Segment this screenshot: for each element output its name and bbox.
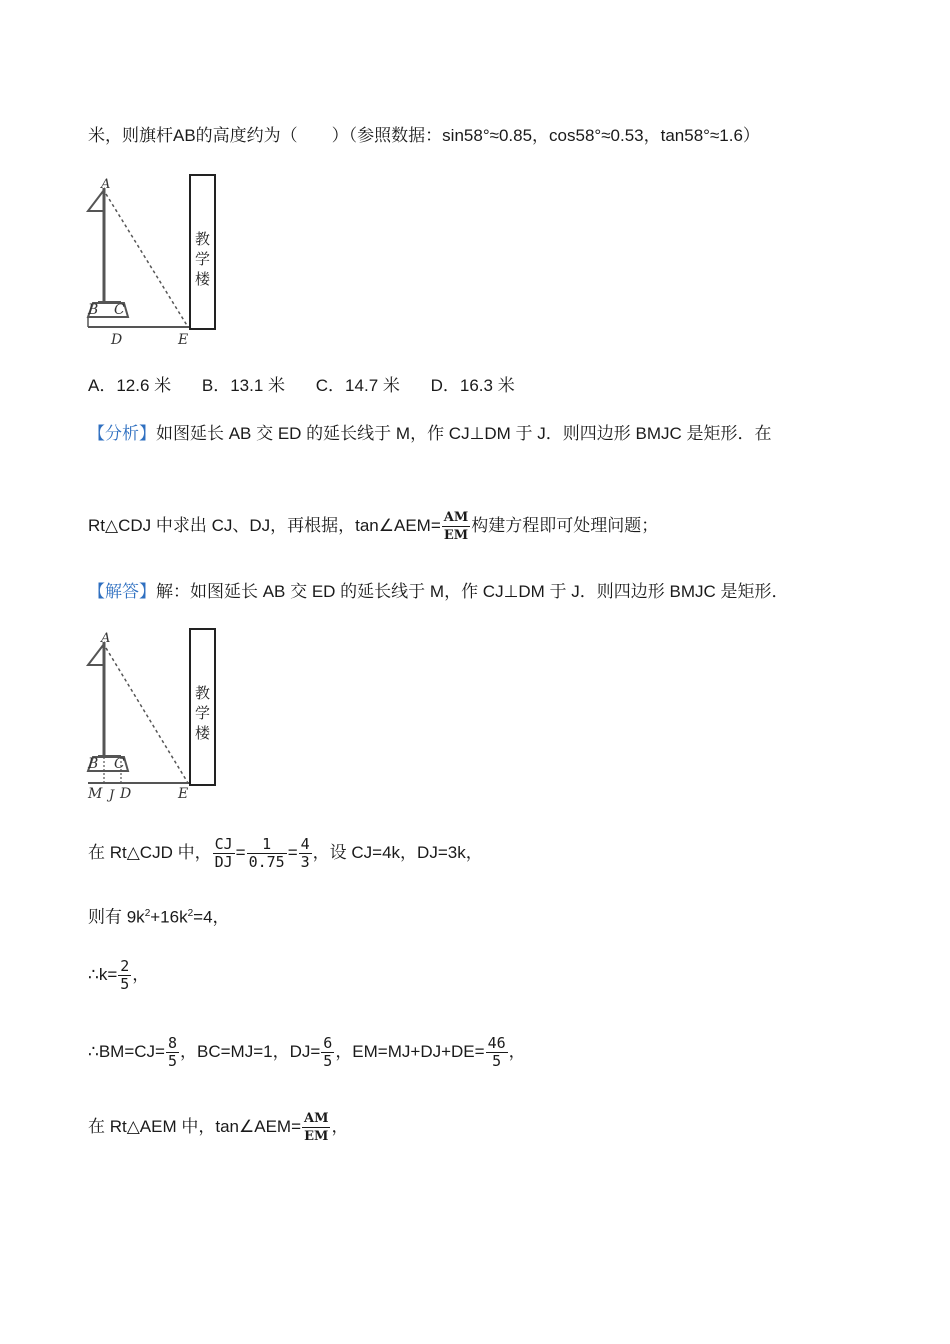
option-b[interactable]: B．13.1 米 bbox=[201, 376, 286, 395]
question-text: 米，则旗杆AB的高度约为（ ）（参照数据：sin58°≈0.85，cos58°≈0.53，tan58°≈1.6） bbox=[88, 126, 760, 145]
frac-den: EM bbox=[304, 1129, 329, 1144]
frac-den: 5 bbox=[492, 1052, 502, 1070]
analysis-text-1: 如图延长 AB 交 ED 的延长线于 M，作 CJ⊥DM 于 J．则四边形 BMJC 是矩形．在 bbox=[156, 424, 772, 443]
frac-num: AM bbox=[443, 510, 469, 525]
exponent: 2 bbox=[187, 908, 194, 919]
step-3 bbox=[88, 958, 149, 993]
step4-b: ，BC=MJ=1，DJ= bbox=[179, 1041, 321, 1061]
label-A: A bbox=[101, 631, 111, 646]
solution-tag: 【解答】 bbox=[88, 582, 156, 601]
frac-den: 5 bbox=[120, 975, 130, 993]
building-char-3: 楼 bbox=[194, 724, 211, 742]
label-A: A bbox=[101, 177, 111, 192]
flag-shape bbox=[88, 190, 104, 211]
step3-pre: ∴k= bbox=[88, 964, 118, 984]
label-J: J bbox=[109, 788, 115, 803]
step-1 bbox=[88, 836, 483, 871]
frac-num: CJ bbox=[214, 835, 233, 853]
equals: = bbox=[287, 842, 298, 862]
analysis-text-2a: Rt△CDJ 中求出 CJ、DJ，再根据，tan∠AEM= bbox=[88, 515, 441, 535]
analysis-text-2b: 构建方程即可处理问题； bbox=[471, 515, 659, 535]
frac-num: 6 bbox=[323, 1034, 333, 1052]
step-4 bbox=[88, 1035, 526, 1070]
step1-pre: 在 Rt△CJD 中， bbox=[88, 842, 212, 862]
building-char-3: 楼 bbox=[194, 270, 211, 288]
label-M: M bbox=[88, 786, 103, 802]
building-char-1: 教 bbox=[194, 684, 211, 702]
fraction-4-3 bbox=[299, 836, 312, 871]
label-D: D bbox=[120, 786, 132, 802]
fraction-6-5 bbox=[321, 1035, 334, 1070]
option-c[interactable]: C．14.7 米 bbox=[315, 376, 400, 395]
frac-den: 5 bbox=[167, 1052, 177, 1070]
figure-flagpole-2 bbox=[84, 626, 244, 806]
fraction-1-075 bbox=[247, 836, 287, 871]
frac-num: 8 bbox=[167, 1034, 177, 1052]
step5-pre: 在 Rt△AEM 中，tan∠AEM= bbox=[88, 1116, 301, 1136]
building-char-2: 学 bbox=[194, 250, 211, 268]
step5-post: ， bbox=[331, 1116, 349, 1136]
building-char-2: 学 bbox=[194, 704, 211, 722]
fraction-8-5 bbox=[166, 1035, 179, 1070]
label-D: D bbox=[111, 332, 123, 348]
step4-d: ， bbox=[508, 1041, 526, 1061]
label-E: E bbox=[178, 332, 189, 348]
solution-line-1 bbox=[88, 580, 789, 604]
option-d[interactable]: D．16.3 米 bbox=[430, 376, 515, 395]
building-char-1: 教 bbox=[194, 230, 211, 248]
exponent: 2 bbox=[144, 908, 151, 919]
frac-num: 2 bbox=[120, 957, 130, 975]
analysis-tag: 【分析】 bbox=[88, 424, 156, 443]
step1-post: ，设 CJ=4k，DJ=3k， bbox=[312, 842, 483, 862]
frac-num: AM bbox=[304, 1111, 329, 1126]
step4-c: ，EM=MJ+DJ+DE= bbox=[335, 1041, 485, 1061]
figure-flagpole-1 bbox=[84, 172, 244, 352]
fraction-2-5 bbox=[118, 958, 131, 993]
equals: = bbox=[235, 842, 246, 862]
frac-den: 0.75 bbox=[248, 853, 285, 871]
step-2 bbox=[88, 902, 230, 930]
label-C: C bbox=[114, 756, 125, 772]
solution-text-1: 解：如图延长 AB 交 ED 的延长线于 M，作 CJ⊥DM 于 J．则四边形 BMJC 是矩形． bbox=[156, 582, 789, 601]
fraction-46-5 bbox=[486, 1035, 508, 1070]
step-5 bbox=[88, 1110, 348, 1145]
analysis-line-2 bbox=[88, 509, 658, 544]
label-C: C bbox=[114, 302, 125, 318]
label-E: E bbox=[178, 786, 189, 802]
fraction-am-em bbox=[442, 509, 470, 544]
option-a[interactable]: A．12.6 米 bbox=[88, 376, 172, 395]
label-B: B bbox=[88, 756, 99, 772]
answer-options bbox=[88, 374, 541, 398]
step4-a: ∴BM=CJ= bbox=[88, 1041, 165, 1061]
frac-den: 5 bbox=[323, 1052, 333, 1070]
frac-num: 46 bbox=[487, 1034, 506, 1052]
step2-c: =4， bbox=[193, 907, 230, 927]
analysis-line-1 bbox=[88, 422, 772, 446]
step2-a: 则有 9k bbox=[88, 907, 145, 927]
step2-b: +16k bbox=[150, 907, 188, 927]
frac-den: 3 bbox=[300, 853, 310, 871]
frac-num: 4 bbox=[300, 835, 310, 853]
frac-num: 1 bbox=[247, 836, 287, 854]
label-B: B bbox=[88, 302, 99, 318]
fraction-cj-dj bbox=[213, 836, 235, 871]
frac-den: DJ bbox=[214, 853, 233, 871]
fraction-am-em bbox=[302, 1110, 330, 1145]
frac-den: EM bbox=[443, 528, 469, 543]
step3-post: ， bbox=[132, 964, 150, 984]
